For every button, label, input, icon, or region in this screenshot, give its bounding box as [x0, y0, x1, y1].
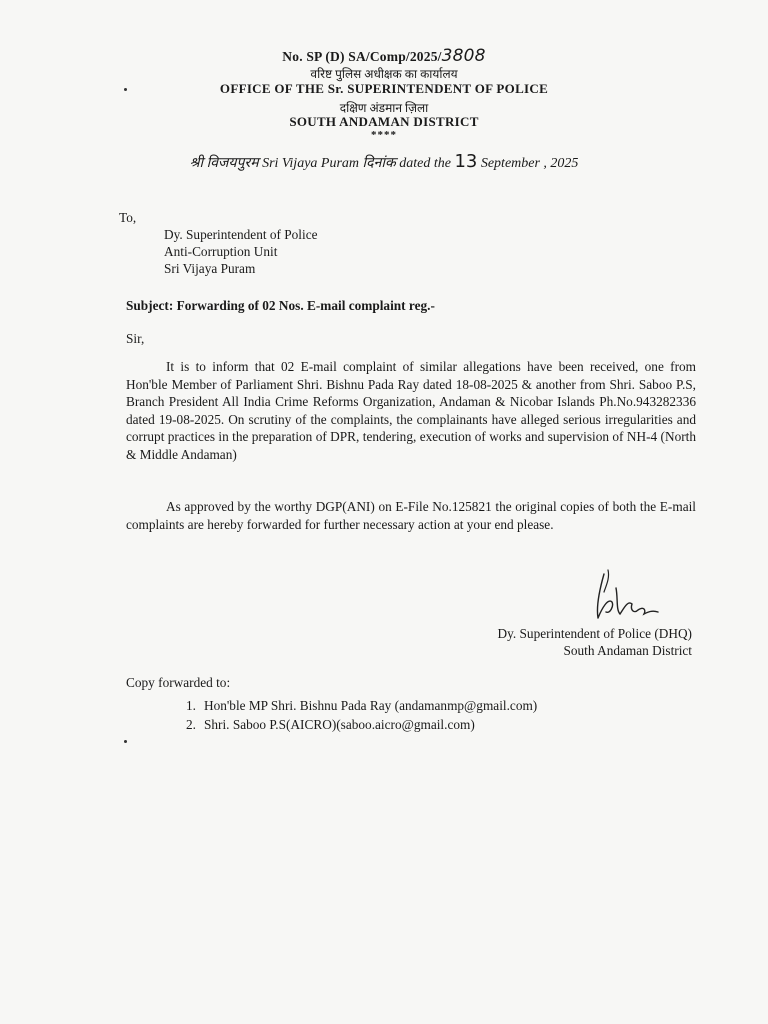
handwritten-day: 13: [454, 151, 478, 172]
recipient-address: [164, 226, 318, 277]
list-item: 1. Hon'ble MP Shri. Bishnu Pada Ray (andamanmp@gmail.com): [186, 698, 538, 713]
address-line: Sri Vijaya Puram: [164, 261, 256, 276]
copy-forwarded-label: Copy forwarded to:: [126, 675, 231, 690]
scan-speck: [124, 88, 127, 91]
office-title-hindi: वरिष्ट पुलिस अधीक्षक का कार्यालय: [310, 67, 458, 81]
handwritten-ref-number: 3808: [441, 46, 486, 66]
signatory-block: [498, 625, 693, 659]
to-label: To,: [119, 210, 137, 225]
address-line: Dy. Superintendent of Police: [164, 227, 318, 242]
subject-line: Subject: Forwarding of 02 Nos. E-mail complaint reg.-: [126, 298, 435, 313]
signature: [586, 568, 676, 624]
signatory-district: South Andaman District: [563, 643, 692, 658]
header-separator: ****: [371, 129, 397, 141]
salutation: Sir,: [126, 331, 145, 346]
signatory-title: Dy. Superintendent of Police (DHQ): [497, 626, 692, 641]
office-title: OFFICE OF THE Sr. SUPERINTENDENT OF POLICE: [219, 81, 549, 96]
scan-speck: [124, 740, 127, 743]
district-title-hindi: दक्षिण अंडमान ज़िला: [339, 101, 429, 115]
list-item: 2. Shri. Saboo P.S(AICRO)(saboo.aicro@gmail.com): [186, 717, 475, 732]
address-line: Anti-Corruption Unit: [164, 244, 278, 259]
district-title: SOUTH ANDAMAN DISTRICT: [289, 114, 479, 129]
copy-list: [186, 696, 537, 734]
reference-number: No. SP (D) SA/Comp/2025/3808: [282, 46, 486, 66]
dateline: श्री विजयपुरम Sri Vijaya Puram दिनांक dated the 13 September , 2025: [189, 151, 579, 172]
body-paragraph: As approved by the worthy DGP(ANI) on E-File No.125821 the original copies of both the E-mail complaints are hereby forwarded for further necessary action at your end please.: [126, 499, 696, 532]
body-paragraph: It is to inform that 02 E-mail complaint of similar allegations have been received, one from Hon'ble Member of Parliament Shri. Bishnu Pada Ray dated 18-08-2025 & another from Shri. Saboo P.S, Branch President All India Crime Reforms Organization, Andaman & Nicobar Islands Ph.No.943282336 dated 19-08-2025. On scrutiny of the complaints, the complainants have alleged serious irregularities and corrupt practices in the preparation of DPR, tendering, execution of works and supervision of NH-4 (North & Middle Andaman): [126, 359, 696, 462]
